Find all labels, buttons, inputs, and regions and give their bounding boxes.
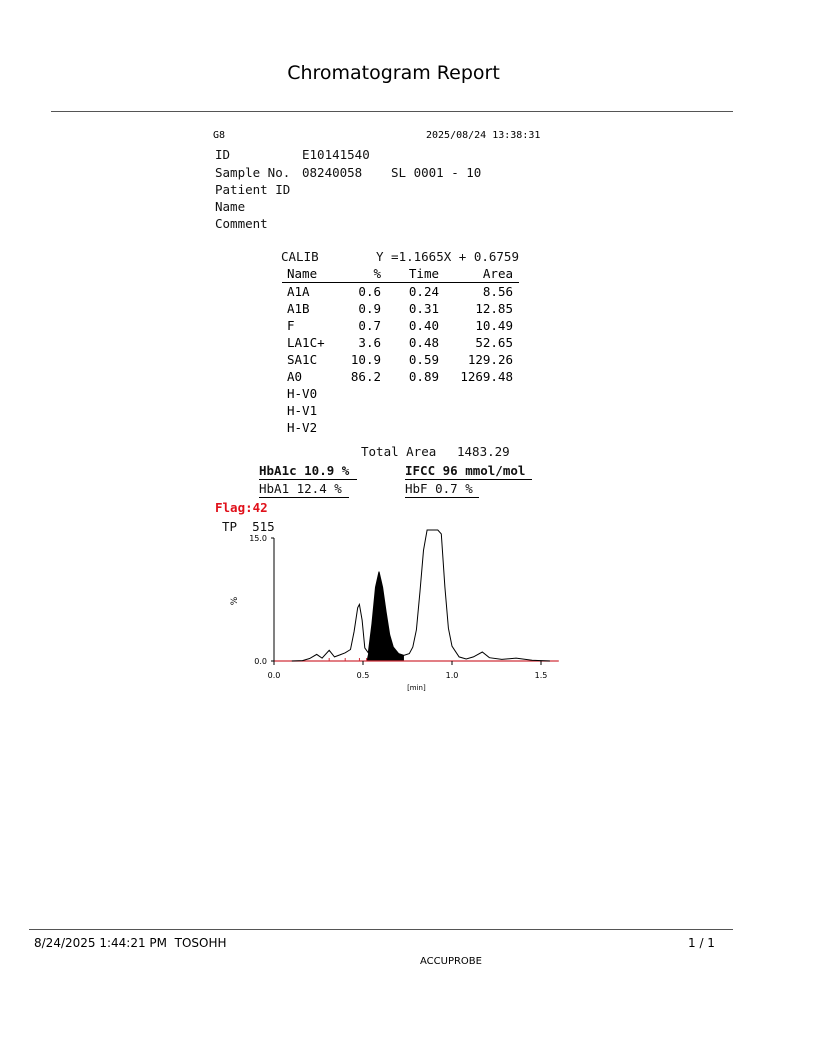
x-tick-label: 1.5 <box>534 671 548 680</box>
ifcc-result: IFCC 96 mmol/mol <box>405 462 532 480</box>
id-value: E10141540 <box>302 147 370 162</box>
y-tick-label: 15.0 <box>249 534 267 543</box>
page-number: 1 / 1 <box>688 936 715 950</box>
peak-time: 0.24 <box>408 284 439 299</box>
instrument-model: G8 <box>213 130 226 141</box>
x-tick-label: 0.0 <box>267 671 281 680</box>
peak-percent: 0.6 <box>358 284 381 299</box>
header-percent: % <box>345 265 381 283</box>
x-axis-label: [min] <box>407 684 426 692</box>
peak-name: A1A <box>287 284 310 299</box>
total-area-label: Total Area <box>361 444 437 459</box>
peak-name: H-V2 <box>287 420 318 435</box>
peak-area: 10.49 <box>475 318 513 333</box>
peak-area: 52.65 <box>475 335 513 350</box>
peak-time: 0.59 <box>408 352 439 367</box>
peak-percent: 3.6 <box>358 335 381 350</box>
calib-label: CALIB <box>281 249 319 264</box>
peak-name: F <box>287 318 295 333</box>
sample-value: 08240058 <box>302 165 363 180</box>
peak-name: H-V0 <box>287 386 318 401</box>
peak-percent: 10.9 <box>350 352 381 367</box>
peak-time: 0.89 <box>408 369 439 384</box>
y-tick-label: 0.0 <box>254 657 267 666</box>
peak-area: 12.85 <box>475 301 513 316</box>
footer-label: ACCUPROBE <box>420 956 482 967</box>
x-tick-label: 1.0 <box>445 671 459 680</box>
sl-value: SL 0001 - 10 <box>391 165 482 180</box>
x-tick-label: 0.5 <box>356 671 370 680</box>
report-datetime: 2025/08/24 13:38:31 <box>426 130 541 141</box>
peak-percent: 86.2 <box>350 369 381 384</box>
peak-name: SA1C <box>287 352 318 367</box>
calib-equation: Y =1.1665X + 0.6759 <box>376 249 519 264</box>
header-name: Name <box>282 265 345 283</box>
peak-time: 0.48 <box>408 335 439 350</box>
flag-indicator: Flag:42 <box>215 500 268 515</box>
peak-area: 129.26 <box>467 352 513 367</box>
patient-id-label: Patient ID <box>215 182 291 197</box>
peak-percent: 0.7 <box>358 318 381 333</box>
peak-area: 8.56 <box>482 284 513 299</box>
hba1-result: HbA1 12.4 % <box>259 480 349 498</box>
peak-time: 0.40 <box>408 318 439 333</box>
hba1c-result: HbA1c 10.9 % <box>259 462 357 480</box>
comment-label: Comment <box>215 216 268 231</box>
header-area: Area <box>439 265 519 283</box>
y-axis-label: % <box>230 596 240 606</box>
report-title: Chromatogram Report <box>287 62 500 84</box>
peak-name: A0 <box>287 369 303 384</box>
peak-area: 1269.48 <box>460 369 513 384</box>
peak-name: H-V1 <box>287 403 318 418</box>
peak-time: 0.31 <box>408 301 439 316</box>
sample-label: Sample No. <box>215 165 291 180</box>
id-label: ID <box>215 147 231 162</box>
tp-value: TP 515 <box>222 519 275 534</box>
name-label: Name <box>215 199 246 214</box>
bottom-divider <box>29 929 733 930</box>
hbf-result: HbF 0.7 % <box>405 480 479 498</box>
header-time: Time <box>381 265 439 283</box>
peak-percent: 0.9 <box>358 301 381 316</box>
chromatogram-trace <box>292 530 550 661</box>
print-timestamp: 8/24/2025 1:44:21 PM TOSOHH <box>34 936 227 950</box>
total-area-value: 1483.29 <box>457 444 510 459</box>
peak-name: LA1C+ <box>287 335 325 350</box>
peak-name: A1B <box>287 301 310 316</box>
